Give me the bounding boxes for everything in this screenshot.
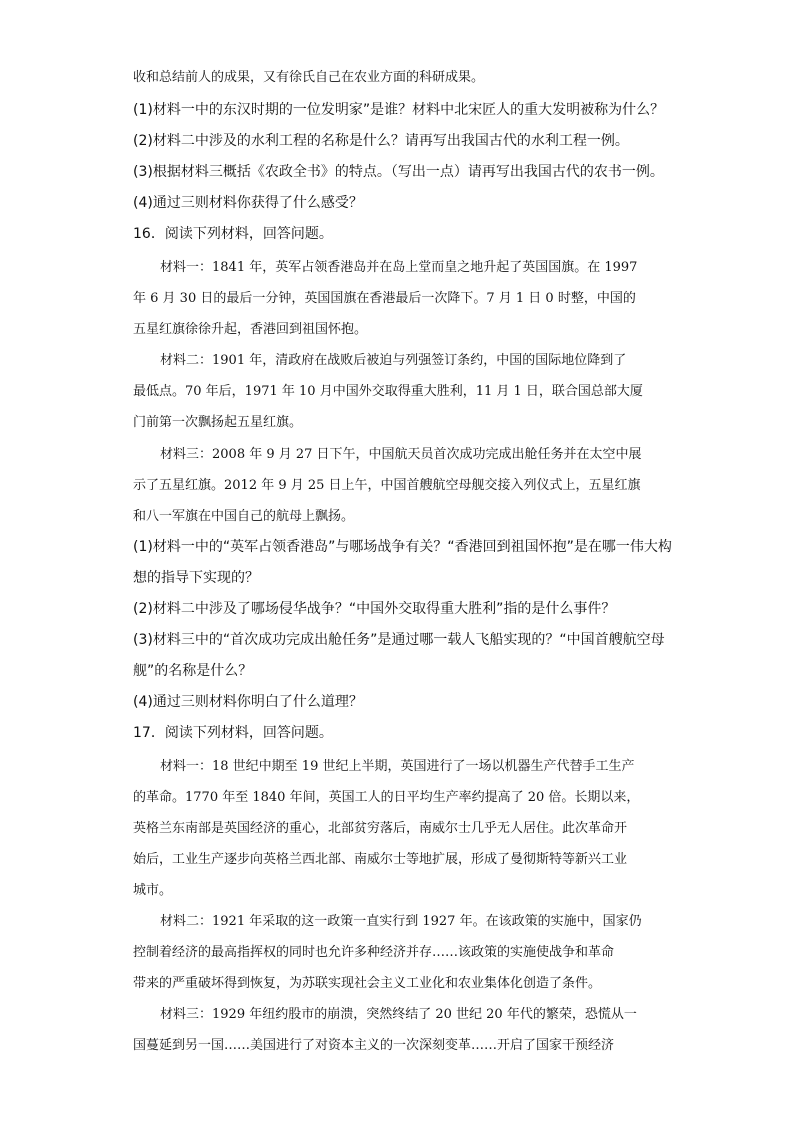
material-line: 最低点。70 年后，1971 年 10 月中国外交取得重大胜利，11 月 1 日，联合国总部大厦 <box>133 384 643 399</box>
material-line: 材料三：1929 年纽约股市的崩溃，突然终结了 20 世纪 20 年代的繁荣，恐慌从一 <box>160 1007 637 1022</box>
material-line: 材料二：1901 年，清政府在战败后被迫与列强签订条约，中国的国际地位降到了 <box>160 353 627 368</box>
question-line: 舰”的名称是什么？ <box>133 663 253 679</box>
material-line: 国蔓延到另一国……美国进行了对资本主义的一次深刻变革……开启了国家干预经济 <box>133 1038 615 1053</box>
material-line: 材料三：2008 年 9 月 27 日下午，中国航天员首次成功完成出舱任务并在太空中展 <box>160 447 642 462</box>
question-heading-17: 17．阅读下列材料，回答问题。 <box>133 725 333 741</box>
material-line: 和八一军旗在中国自己的航母上飘扬。 <box>133 509 355 524</box>
material-line: 收和总结前人的成果，又有徐氏自己在农业方面的科研成果。 <box>133 70 485 85</box>
material-line: 材料一：1841 年，英军占领香港岛并在岛上堂而皇之地升起了英国国旗。在 1997 <box>160 260 638 275</box>
question-heading-16: 16．阅读下列材料，回答问题。 <box>133 226 333 242</box>
question-line: (4)通过三则材料你明白了什么道理？ <box>133 694 363 710</box>
material-line: 五星红旗徐徐升起，香港回到祖国怀抱。 <box>133 322 368 337</box>
material-line: 带来的严重破坏得到恢复，为苏联实现社会主义工业化和农业集体化创造了条件。 <box>133 976 602 991</box>
material-line: 门前第一次飘扬起五星红旗。 <box>133 415 303 430</box>
material-line: 城市。 <box>133 883 173 898</box>
question-line: (1)材料一中的“英军占领香港岛”与哪场战争有关？“香港回到祖国怀抱”是在哪一伟大构 <box>133 539 672 555</box>
question-line: (3)材料三中的“首次成功完成出舱任务”是通过哪一载人飞船实现的？“中国首艘航空母 <box>133 632 665 648</box>
question-line: (4)通过三则材料你获得了什么感受？ <box>133 195 363 211</box>
question-line: (3)根据材料三概括《农政全书》的特点。（写出一点）请再写出我国古代的农书一例。 <box>133 164 664 180</box>
material-line: 始后，工业生产逐步向英格兰西北部、南威尔士等地扩展，形成了曼彻斯特等新兴工业 <box>133 852 628 867</box>
material-line: 材料一：18 世纪中期至 19 世纪上半期，英国进行了一场以机器生产代替手工生产 <box>160 759 635 774</box>
material-line: 示了五星红旗。2012 年 9 月 25 日上午，中国首艘航空母舰交接入列仪式上，五星红旗 <box>133 478 641 493</box>
material-line: 英格兰东南部是英国经济的重心，北部贫穷落后，南威尔士几乎无人居住。此次革命开 <box>133 821 628 836</box>
question-line: (2)材料二中涉及的水利工程的名称是什么？请再写出我国古代的水利工程一例。 <box>133 133 629 149</box>
material-line: 材料二：1921 年采取的这一政策一直实行到 1927 年。在该政策的实施中，国家仍 <box>160 914 642 929</box>
question-line: (2)材料二中涉及了哪场侵华战争？“中国外交取得重大胜利”指的是什么事件？ <box>133 601 616 617</box>
material-line: 的革命。1770 年至 1840 年间，英国工人的日平均生产率约提高了 20 倍。长期以来， <box>133 790 640 805</box>
question-line: (1)材料一中的东汉时期的一位发明家”是谁？材料中北宋匠人的重大发明被称为什么？ <box>133 102 665 118</box>
material-line: 控制着经济的最高指挥权的同时也允许多种经济并存……该政策的实施使战争和革命 <box>133 945 615 960</box>
question-line: 想的指导下实现的？ <box>133 570 259 586</box>
material-line: 年 6 月 30 日的最后一分钟，英国国旗在香港最后一次降下。7 月 1 日 0 时整，中国的 <box>133 291 636 306</box>
